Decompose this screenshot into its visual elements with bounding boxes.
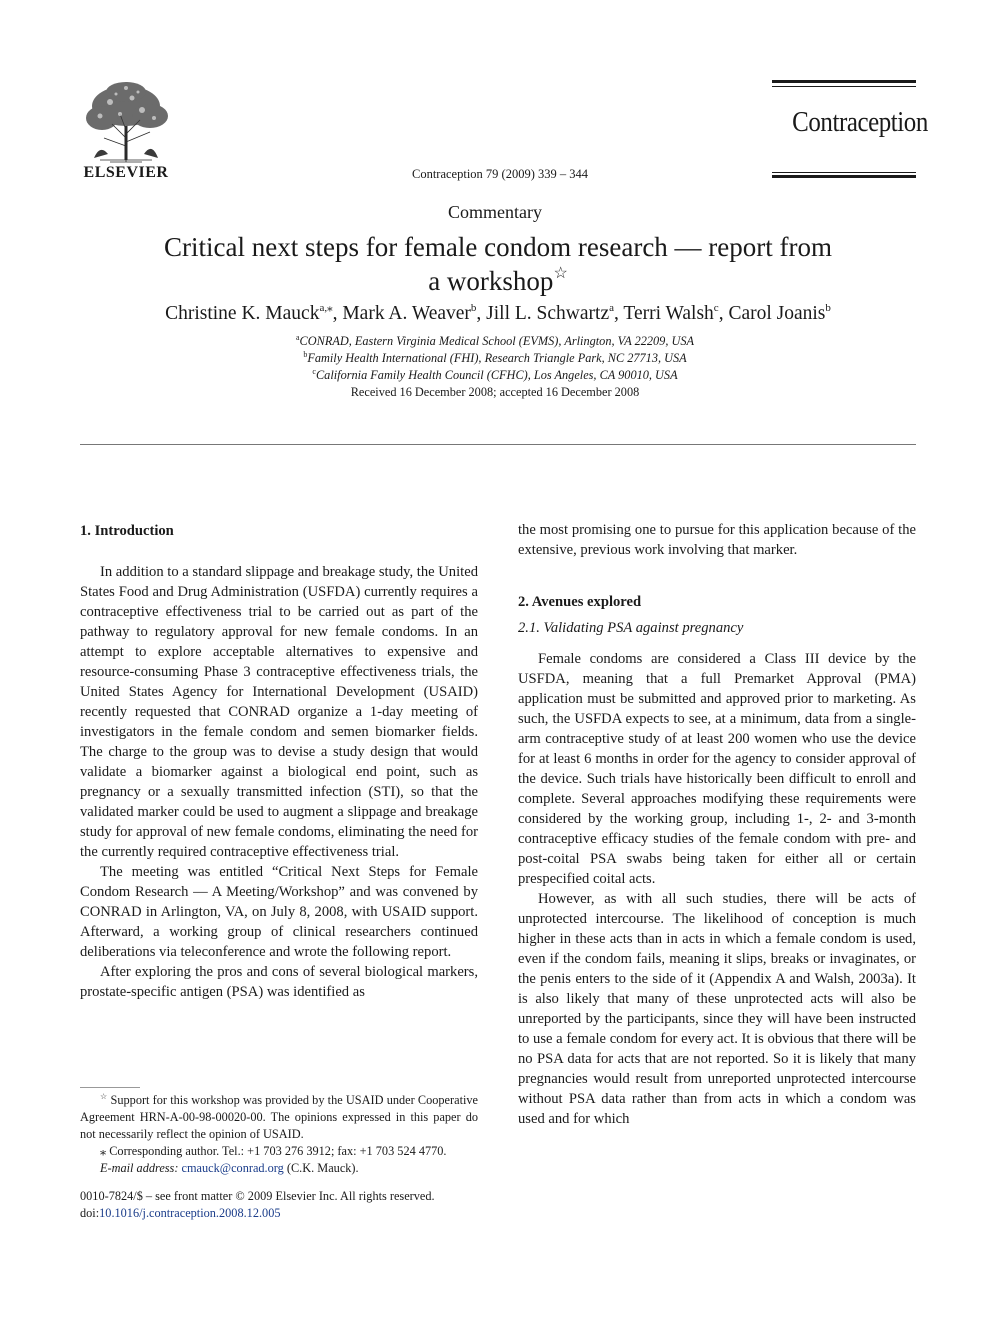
paragraph-continued: the most promising one to pursue for this application because of the extensive, previous work involving that marker. [518,522,916,558]
email-link[interactable]: cmauck@conrad.org [181,1161,284,1175]
title-line-2: a workshop [428,266,554,296]
footnote-mark: ⁎ [100,1144,107,1158]
footnote-email [80,1160,478,1177]
footnote-corresponding [80,1143,478,1160]
affiliation [0,367,990,384]
affiliation-text: CONRAD, Eastern Virginia Medical School (EVMS), Arlington, VA 22209, USA [299,334,695,348]
doi-line [80,1205,500,1222]
paragraph: The meeting was entitled “Critical Next Steps for Female Condom Research — A Meeting/Workshop” and was convened by CONRAD in Arlington, VA, on July 8, 2008, with USAID support. Afterward, a working group of clinical researchers continued deliberations via teleconference and wrote the following report. [80,864,478,960]
subsection-heading-validating-psa: 2.1. Validating PSA against pregnancy [518,620,744,636]
author-affil-mark[interactable]: b [470,302,477,314]
author-name: Mark A. Weaver [342,303,471,324]
affiliation-text: California Family Health Council (CFHC), Los Angeles, CA 90010, USA [315,368,678,382]
author-name: Terri Walsh [623,303,714,324]
elsevier-logo [80,80,172,182]
publisher-name: ELSEVIER [83,164,169,181]
article-type: Commentary [448,202,542,222]
author-affil-mark[interactable]: c [713,302,719,314]
paragraph: Female condoms are considered a Class III device by the USFDA, meaning that a full Premarket Approval (PMA) application must be submitted and approved prior to marketing. As such, the USFDA expects to see, at a minimum, data from a single-arm contraceptive study of at least 200 women who use the device for at least 6 months in order for the agency to consider approval of the device. Such trials have historically been difficult to enroll and complete. Several approaches modifying these requirements were considered by the working group, including 1-, 2- and 3-month contraceptive efficacy studies of the female condom with pre- and post-coital PSA swabs being taken for either all or certain prespecified coital acts. [518,651,916,887]
author-affil-mark[interactable]: a [609,302,614,314]
affiliation-mark: b [303,350,308,359]
journal-rule-top-thin [772,86,916,87]
affiliations [0,333,990,401]
affiliation-mark: a [295,333,300,342]
journal-citation: Contraception 79 (2009) 339 – 344 [411,167,588,181]
title-line-1: Critical next steps for female condom research — report from [164,232,832,262]
author-name: Christine K. Mauck [165,303,320,324]
footnote-text: Support for this workshop was provided by the USAID under Cooperative Agreement HRN-A-00-98-00020-00. The opinions expressed in this paper do not necessarily reflect the opinion of USAID. [80,1093,479,1141]
doi-link[interactable]: 10.1016/j.contraception.2008.12.005 [99,1206,281,1220]
article-title [100,230,896,298]
paragraph: After exploring the pros and cons of several biological markers, prostate-specific antigen (PSA) was identified as [80,964,478,1000]
affiliation-text: Family Health International (FHI), Research Triangle Park, NC 27713, USA [307,351,687,365]
issn-doi [80,1188,500,1222]
doi-label: doi: [80,1206,100,1220]
footnote-divider [80,1087,140,1088]
journal-rule-bottom [772,175,916,178]
author-list: Christine K. Mauck$^{a,⁎}$, Mark A. Weaver$^b$, Jill L. Schwartz$^a$, Terri Walsh$^c$, Carol Joanis$^b$ [165,302,831,324]
footnote-text: Corresponding author. Tel.: +1 703 276 3912; fax: +1 703 524 4770. [109,1144,447,1158]
author-name: Jill L. Schwartz [486,303,610,324]
tree-icon [80,80,172,164]
left-column [80,520,478,1002]
email-label: E-mail address: [100,1161,179,1175]
section-heading-introduction: 1. Introduction [80,523,174,539]
right-column [518,520,916,1129]
affiliation [0,333,990,350]
paragraph: However, as with all such studies, there will be acts of unprotected intercourse. The likelihood of conception is much higher in these acts than in acts in which a female condom is used, even if the condom fails, meaning it slips, breaks or invaginates, or the penis enters to the side of it (Appendix A and Walsh, 2003a). It is also likely that many of these unprotected acts will also be unreported by the participants, since they will have been instructed to use a female condom for every act. It is obvious that there will be no PSA data for acts that are not reported. So it is likely that many pregnancies would result from unreported unprotected intercourse without PSA data rather than from acts in which a condom was used and for which [518,891,916,1127]
author-affil-mark[interactable]: a,⁎ [319,302,333,314]
section-heading-avenues: 2. Avenues explored [518,594,642,610]
email-suffix: (C.K. Mauck). [286,1161,359,1175]
paragraph: In addition to a standard slippage and breakage study, the United States Food and Drug Administration (USFDA) currently requires a contraceptive effectiveness trial to be carried out as part of the pathway to regulatory approval for new female condoms. In an attempt to explore acceptable alternatives to expensive and resource-consuming Phase 3 contraceptive effectiveness trials, the United States Agency for International Development (USAID) recently requested that CONRAD organize a 1-day meeting of investigators in the female condom and semen biomarker fields. The charge to the group was to devise a study design that would validate a biomarker against a biological end point, such as pregnancy or a sexually transmitted infection (STI), so that the validated marker could be used to augment a slippage and breakage study for approval of new female condoms, eliminating the need for the currently required contraceptive effectiveness trial. [80,564,478,860]
title-footnote-mark[interactable]: ☆ [553,265,568,282]
journal-rule-bottom-thin [772,172,916,173]
received-dates: Received 16 December 2008; accepted 16 December 2008 [350,385,640,399]
journal-name: Contraception [792,106,928,138]
footnote-funding [80,1092,478,1143]
header-divider [80,444,916,445]
footnote-mark: ☆ [100,1092,108,1101]
copyright-line: 0010-7824/$ – see front matter © 2009 Elsevier Inc. All rights reserved. [80,1189,435,1203]
journal-rule-top [772,80,916,83]
footnotes [80,1092,478,1177]
author-name: Carol Joanis [728,303,826,324]
author-affil-mark[interactable]: b [825,302,831,314]
affiliation [0,350,990,367]
affiliation-mark: c [312,367,316,376]
